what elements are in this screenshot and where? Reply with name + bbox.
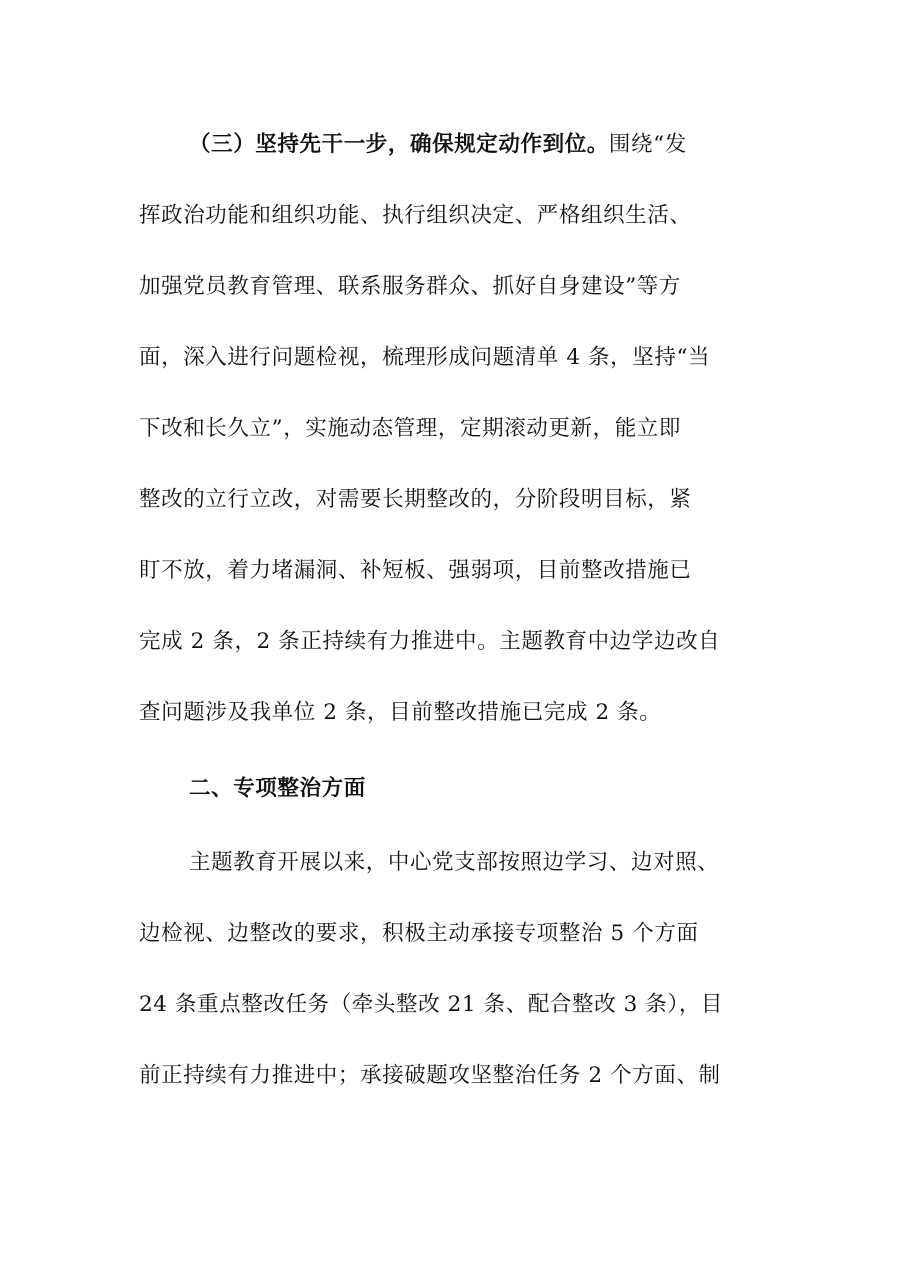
paragraph-line: 挥政治功能和组织功能、执行组织决定、严格组织生活、 <box>139 203 692 228</box>
paragraph-line: 盯不放，着力堵漏洞、补短板、强弱项，目前整改措施已 <box>139 558 692 583</box>
paragraph-line: 主题教育开展以来，中心党支部按照边学习、边对照、 <box>189 850 720 875</box>
paragraph-line: 查问题涉及我单位 2 条，目前整改措施已完成 2 条。 <box>139 700 662 725</box>
paragraph-line: 下改和长久立”，实施动态管理，定期滚动更新，能立即 <box>139 416 681 441</box>
paragraph-line: 加强党员教育管理、联系服务群众、抓好自身建设”等方 <box>139 274 681 299</box>
section-heading: 二、专项整治方面 <box>189 776 366 801</box>
paragraph-line: 边检视、边整改的要求，积极主动承接专项整治 5 个方面 <box>139 921 699 946</box>
paragraph-line: 前正持续有力推进中；承接破题攻坚整治任务 2 个方面、制 <box>139 1063 721 1088</box>
paragraph-line: 完成 2 条，2 条正持续有力推进中。主题教育中边学边改自 <box>139 629 721 654</box>
paragraph-line: 面，深入进行问题检视，梳理形成问题清单 4 条，坚持“当 <box>139 345 711 370</box>
paragraph-line <box>189 131 687 159</box>
paragraph-text: 围绕“发 <box>608 132 687 157</box>
subsection-heading: （三）坚持先干一步，确保规定动作到位。 <box>189 132 609 157</box>
paragraph-line: 24 条重点整改任务（牵头整改 21 条、配合整改 3 条），目 <box>139 992 724 1017</box>
paragraph-line: 整改的立行立改，对需要长期整改的，分阶段明目标，紧 <box>139 487 692 512</box>
